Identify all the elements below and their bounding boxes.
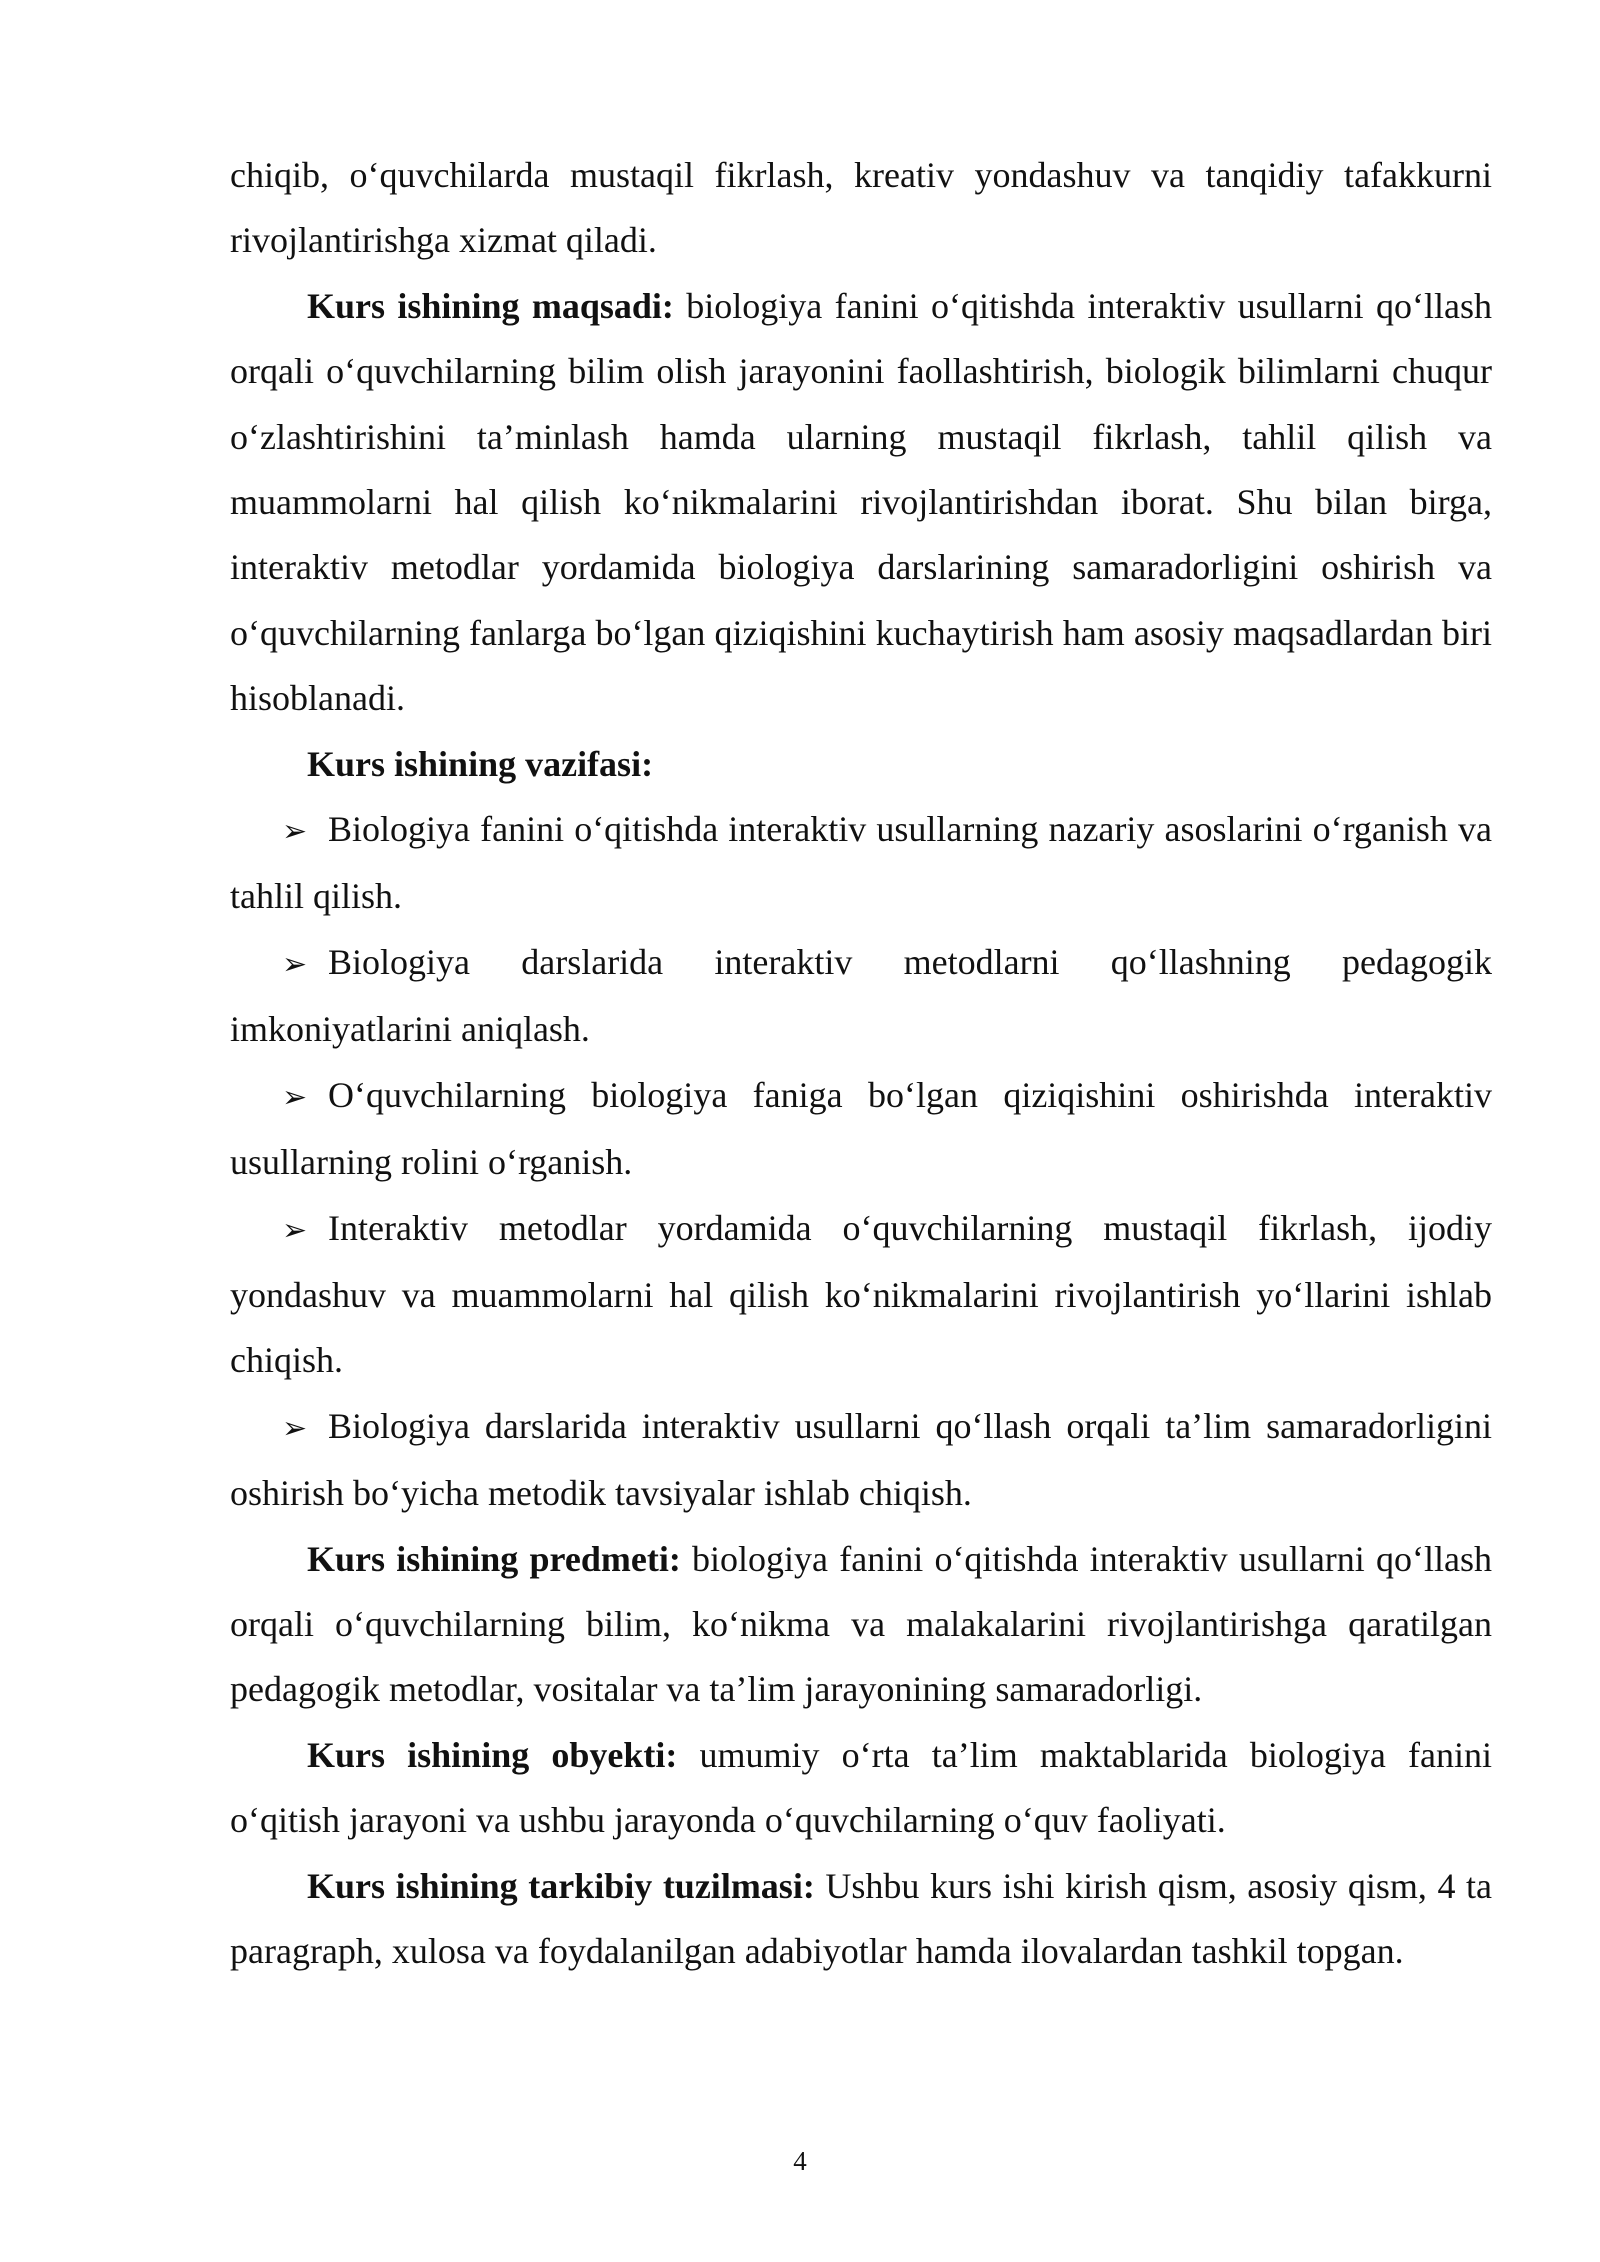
arrowhead-bullet-icon: ➢ xyxy=(282,1411,308,1445)
task-item-text: Biologiya fanini o‘qitishda interaktiv usullarning nazariy asoslarini o‘rganish va tahlil qilish. xyxy=(230,809,1492,917)
structure-paragraph xyxy=(230,1854,1492,1985)
subject-label: Kurs ishining predmeti: xyxy=(307,1538,681,1579)
task-item-text: Interaktiv metodlar yordamida o‘quvchilarning mustaqil fikrlash, ijodiy yondashuv va muammolarni hal qilish ko‘nikmalarini rivojlantirish yo‘llarini ishlab chiqish. xyxy=(230,1207,1492,1381)
subject-paragraph xyxy=(230,1527,1492,1723)
page-number: 4 xyxy=(793,2146,807,2176)
arrowhead-bullet-icon: ➢ xyxy=(282,815,308,849)
task-item-text: O‘quvchilarning biologiya faniga bo‘lgan qiziqishini oshirishda interaktiv usullarning rolini o‘rganish. xyxy=(230,1074,1492,1183)
task-item-4 xyxy=(230,1196,1492,1394)
structure-label: Kurs ishining tarkibiy tuzilmasi: xyxy=(307,1865,815,1906)
task-item-text: Biologiya darslarida interaktiv metodlarni qo‘llashning pedagogik imkoniyatlarini aniqlash. xyxy=(230,941,1492,1050)
subject-text: biologiya fanini o‘qitishda interaktiv usullarni qo‘llash orqali o‘quvchilarning bilim, ko‘nikma va malakalarini rivojlantirishga qaratilgan pedagogik metodlar, vositalar va ta’lim jarayonining samaradorligi. xyxy=(230,1538,1492,1710)
goal-text: biologiya fanini o‘qitishda interaktiv usullarni qo‘llash orqali o‘quvchilarning bilim olish jarayonini faollashtirish, biologik bilimlarni chuqur o‘zlashtirishini ta’minlash hamda ularning mustaqil fikrlash, tahlil qilish va muammolarni hal qilish ko‘nikmalarini rivojlantirishdan iborat. Shu bilan birga, interaktiv metodlar yordamida biologiya darslarining samaradorligini oshirish va o‘quvchilarning fanlarga bo‘lgan qiziqishini kuchaytirish ham asosiy maqsadlardan biri hisoblanadi. xyxy=(230,285,1493,719)
object-text: umumiy o‘rta ta’lim maktablarida biologiya fanini o‘qitish jarayoni va ushbu jarayonda o‘quvchilarning o‘quv faoliyati. xyxy=(230,1734,1492,1841)
task-item-3 xyxy=(230,1063,1492,1196)
page-content xyxy=(230,143,1492,1984)
object-paragraph xyxy=(230,1723,1492,1854)
tasks-heading: Kurs ishining vazifasi: xyxy=(307,743,654,784)
arrowhead-bullet-icon: ➢ xyxy=(282,1213,308,1247)
intro-paragraph-tail: chiqib, o‘quvchilarda mustaqil fikrlash, kreativ yondashuv va tanqidiy tafakkurni rivojlantirishga xizmat qiladi. xyxy=(230,155,1492,261)
task-item-1 xyxy=(230,797,1492,930)
goal-label: Kurs ishining maqsadi: xyxy=(307,285,674,326)
goal-paragraph xyxy=(230,274,1492,732)
task-item-5 xyxy=(230,1394,1492,1527)
task-item-2 xyxy=(230,930,1492,1063)
arrowhead-bullet-icon: ➢ xyxy=(282,947,308,981)
task-item-text: Biologiya darslarida interaktiv usullarni qo‘llash orqali ta’lim samaradorligini oshirish bo‘yicha metodik tavsiyalar ishlab chiqish. xyxy=(230,1405,1492,1514)
arrowhead-bullet-icon: ➢ xyxy=(282,1080,308,1114)
object-label: Kurs ishining obyekti: xyxy=(307,1734,678,1775)
structure-text: Ushbu kurs ishi kirish qism, asosiy qism, 4 ta paragraph, xulosa va foydalanilgan adabiyotlar hamda ilovalardan tashkil topgan. xyxy=(230,1865,1492,1971)
